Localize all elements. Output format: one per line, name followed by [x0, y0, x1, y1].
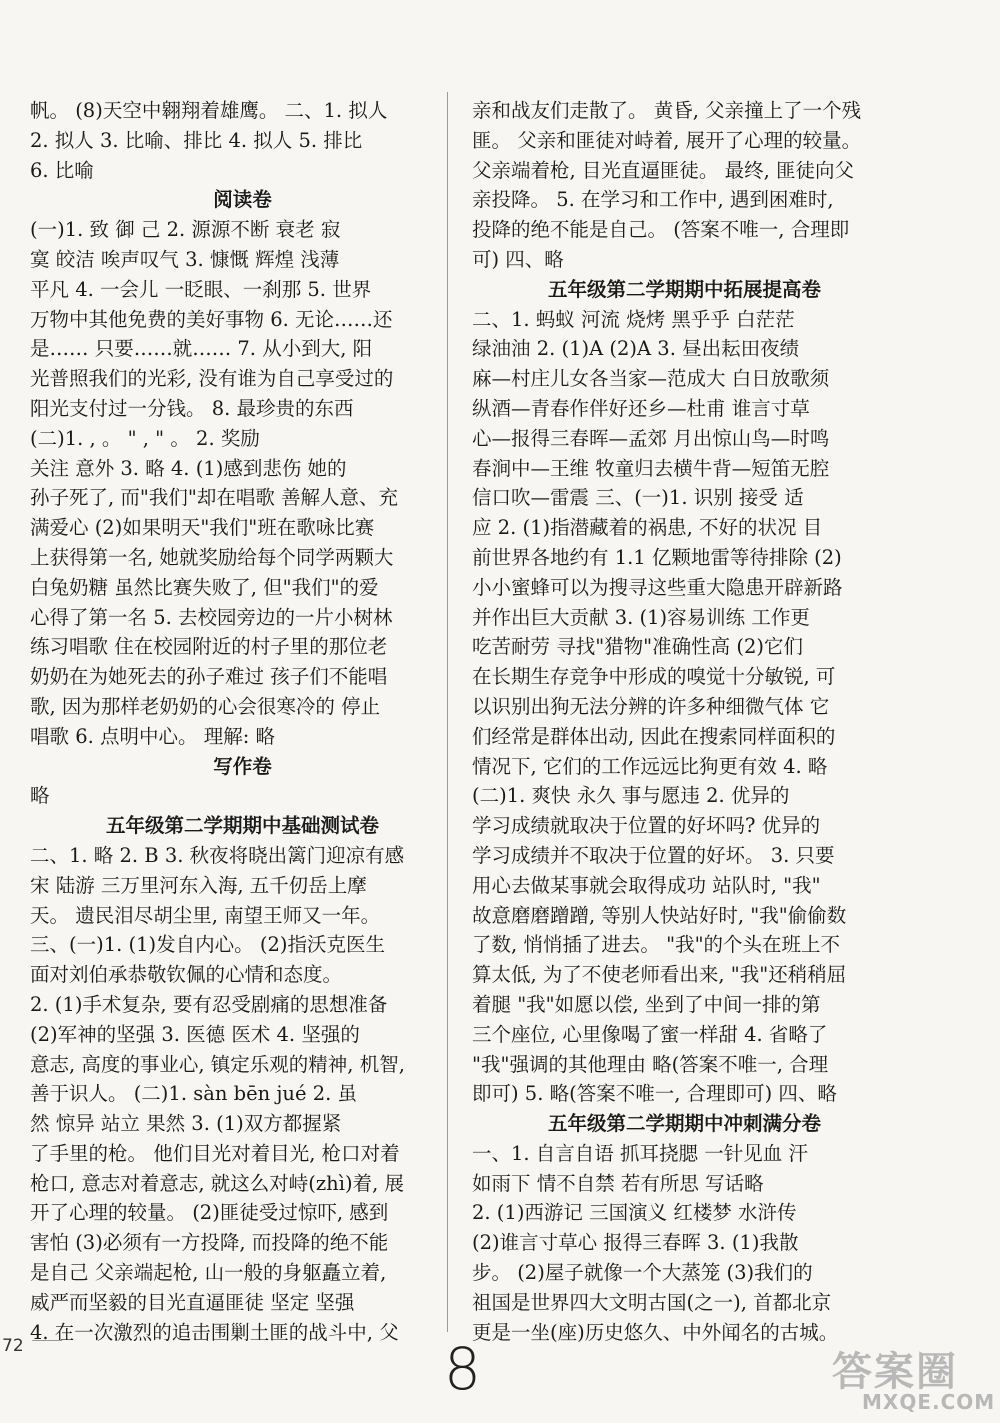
answer-line: 善于识人。 (二)1. sàn bēn jué 2. 虽 — [30, 1082, 358, 1106]
answer-line: 然 惊异 站立 果然 3. (1)双方都握紧 — [30, 1112, 342, 1136]
section-heading: 五年级第二学期期中冲刺满分卷 — [547, 1112, 821, 1136]
answer-line: 故意磨磨蹭蹭, 等别人快站好时, "我"偷偷数 — [472, 903, 847, 927]
answer-line: 学习成绩并不取决于位置的好坏。 3. 只要 — [472, 843, 835, 867]
answer-line: 面对刘伯承恭敬钦佩的心情和态度。 — [30, 963, 343, 987]
answer-line: 前世界各地约有 1.1 亿颗地雷等待排除 (2) — [472, 545, 842, 569]
answer-line: 6. 比喻 — [30, 158, 94, 182]
answer-line: 上获得第一名, 她就奖励给每个同学两颗大 — [30, 545, 394, 569]
answer-line: (2)军神的坚强 3. 医德 医术 4. 坚强的 — [30, 1022, 360, 1046]
answer-line: 麻—村庄儿女各当家—范成大 白日放歌须 — [472, 367, 830, 391]
watermark-logo — [832, 1340, 996, 1416]
answer-line: 可) 四、略 — [472, 247, 564, 271]
handwritten-mark: 8 — [444, 1335, 481, 1403]
answer-line: 心得了第一名 5. 去校园旁边的一片小树林 — [30, 605, 393, 629]
left-column — [30, 96, 455, 1347]
answer-line: 二、1. 蚂蚁 河流 烧烤 黑乎乎 白茫茫 — [472, 307, 795, 331]
answer-line: 如雨下 情不自禁 若有所思 写话略 — [472, 1171, 764, 1195]
answer-line: 即可) 5. 略(答案不唯一, 合理即可) 四、略 — [472, 1082, 837, 1106]
answer-line: 祖国是世界四大文明古国(之一), 首都北京 — [472, 1290, 832, 1314]
answer-line: (二)1. , 。 " , " 。 2. 奖励 — [30, 426, 260, 450]
answer-line: 春涧中—王维 牧童归去横牛背—短笛无腔 — [472, 456, 830, 480]
answer-line: 满爱心 (2)如果明天"我们"班在歌咏比赛 — [30, 516, 375, 540]
answer-line: 二、1. 略 2. B 3. 秋夜将晓出篱门迎凉有感 — [30, 843, 405, 867]
answer-line: 步。 (2)屋子就像一个大蒸笼 (3)我们的 — [472, 1261, 813, 1285]
answer-line: 绿油油 2. (1)A (2)A 3. 昼出耘田夜绩 — [472, 337, 800, 361]
answer-line: 父亲端着枪, 目光直逼匪徒。 最终, 匪徒向父 — [472, 158, 854, 182]
answer-line: 唱歌 6. 点明中心。 理解: 略 — [30, 724, 275, 748]
answer-line: 学习成绩就取决于位置的好坏吗? 优异的 — [472, 814, 821, 838]
answer-line: 枪口, 意志对着意志, 就这么对峙(zhì)着, 展 — [30, 1171, 404, 1195]
answer-line: 情况下, 它们的工作远远比狗更有效 4. 略 — [472, 754, 828, 778]
answer-line: (一)1. 致 御 己 2. 源源不断 衰老 寂 — [30, 218, 341, 242]
watermark-title: 答案圈 — [832, 1349, 958, 1395]
section-heading: 五年级第二学期期中拓展提高卷 — [547, 277, 821, 301]
answer-line: 天。 遗民泪尽胡尘里, 南望王师又一年。 — [30, 903, 381, 927]
answer-line: 用心去做某事就会取得成功 站队时, "我" — [472, 873, 821, 897]
answer-line: 2. (1)手术复杂, 要有忍受剧痛的思想准备 — [30, 992, 388, 1016]
answer-line: 4. 在一次激烈的追击围剿土匪的战斗中, 父 — [30, 1320, 399, 1344]
answer-line: 应 2. (1)指潜藏着的祸患, 不好的状况 目 — [472, 516, 823, 540]
answer-line: 三个座位, 心里像喝了蜜一样甜 4. 省略了 — [472, 1022, 828, 1046]
answer-line: 威严而坚毅的目光直逼匪徒 坚定 坚强 — [30, 1290, 355, 1314]
answer-line: 一、1. 自言自语 抓耳挠腮 一针见血 汗 — [472, 1141, 808, 1165]
answer-line: 歌, 因为那样老奶奶的心会很寒冷的 停止 — [30, 694, 381, 718]
section-heading: 写作卷 — [213, 754, 272, 778]
answer-line: (2)谁言寸草心 报得三春晖 3. (1)我散 — [472, 1231, 799, 1255]
answer-line: 寞 皎洁 唉声叹气 3. 慷慨 辉煌 浅薄 — [30, 247, 340, 271]
answer-line: 开了心理的较量。 (2)匪徒受过惊吓, 感到 — [30, 1201, 389, 1225]
answer-line: 着腿 "我"如愿以偿, 坐到了中间一排的第 — [472, 992, 821, 1016]
answer-line: 更是一坐(座)历史悠久、中外闻名的古城。 — [472, 1320, 839, 1344]
answer-line: 们经常是群体出动, 因此在搜索同样面积的 — [472, 724, 836, 748]
answer-line: 帆。 (8)天空中翱翔着雄鹰。 二、1. 拟人 — [30, 99, 388, 122]
answer-line: 投降的绝不能是自己。 (答案不唯一, 合理即 — [472, 218, 850, 242]
answer-line: 阳光支付过一分钱。 8. 最珍贵的东西 — [30, 396, 354, 420]
answer-line: 光普照我们的光彩, 没有谁为自己享受过的 — [30, 367, 394, 391]
answer-line: 关注 意外 3. 略 4. (1)感到悲伤 她的 — [30, 456, 347, 480]
watermark-url: MXQE.COM — [862, 1390, 996, 1414]
answer-line: 是自己 父亲端起枪, 山一般的身躯矗立着, — [30, 1261, 387, 1285]
answer-line: 宋 陆游 三万里河东入海, 五千仞岳上摩 — [30, 873, 367, 897]
answer-line: 小小蜜蜂可以为搜寻这些重大隐患开辟新路 — [472, 575, 843, 599]
answer-line: 算太低, 为了不使老师看出来, "我"还稍稍屈 — [472, 963, 847, 987]
answer-line: 练习唱歌 住在校园附近的村子里的那位老 — [30, 635, 388, 659]
answer-line: 心—报得三春晖—孟郊 月出惊山鸟—时鸣 — [472, 426, 830, 450]
answer-line: 了手里的枪。 他们目光对着目光, 枪口对着 — [30, 1141, 400, 1165]
answer-line: 孙子死了, 而"我们"却在唱歌 善解人意、充 — [30, 486, 399, 510]
answer-line: 意志, 高度的事业心, 镇定乐观的精神, 机智, — [30, 1052, 405, 1076]
page-number: 72 — [2, 1336, 24, 1356]
answer-line: (二)1. 爽快 永久 事与愿违 2. 优异的 — [472, 784, 790, 808]
answer-line: "我"强调的其他理由 略(答案不唯一, 合理 — [472, 1052, 829, 1076]
answer-line: 了数, 悄悄插了进去。 "我"的个头在班上不 — [472, 933, 841, 957]
answer-line: 万物中其他免费的美好事物 6. 无论……还 — [30, 307, 393, 331]
answer-line: 在长期生存竞争中形成的嗅觉十分敏锐, 可 — [472, 665, 836, 689]
answer-line: 并作出巨大贡献 3. (1)容易训练 工作更 — [472, 605, 810, 629]
answer-line: 亲和战友们走散了。 黄昏, 父亲撞上了一个残 — [472, 99, 862, 122]
answer-line: 匪。 父亲和匪徒对峙着, 展开了心理的较量。 — [472, 128, 862, 152]
answer-line: 是…… 只要……就…… 7. 从小到大, 阳 — [30, 337, 373, 361]
section-heading: 五年级第二学期期中基础测试卷 — [105, 814, 379, 838]
answer-line: 信口吹—雷震 三、(一)1. 识别 接受 适 — [472, 486, 804, 510]
answer-line: 害怕 (3)必须有一方投降, 而投降的绝不能 — [30, 1231, 389, 1255]
right-column — [472, 96, 897, 1347]
answer-line: 奶奶在为她死去的孙子难过 孩子们不能唱 — [30, 665, 388, 689]
answer-line: 亲投降。 5. 在学习和工作中, 遇到困难时, — [472, 188, 834, 212]
answer-line: 平凡 4. 一会儿 一眨眼、一刹那 5. 世界 — [30, 277, 372, 301]
answer-line: 以识别出狗无法分辨的许多种细微气体 它 — [472, 694, 830, 718]
section-heading: 阅读卷 — [213, 188, 272, 212]
answer-line: 略 — [30, 784, 50, 808]
answer-line: 2. (1)西游记 三国演义 红楼梦 水浒传 — [472, 1201, 797, 1225]
answer-line: 白兔奶糖 虽然比赛失败了, 但"我们"的爱 — [30, 575, 379, 599]
answer-line: 2. 拟人 3. 比喻、排比 4. 拟人 5. 排比 — [30, 128, 363, 152]
answer-line: 吃苦耐劳 寻找"猎物"准确性高 (2)它们 — [472, 635, 803, 659]
answer-line: 纵酒—青春作伴好还乡—杜甫 谁言寸草 — [472, 396, 810, 420]
answer-line: 三、(一)1. (1)发自内心。 (2)指沃克医生 — [30, 933, 385, 957]
